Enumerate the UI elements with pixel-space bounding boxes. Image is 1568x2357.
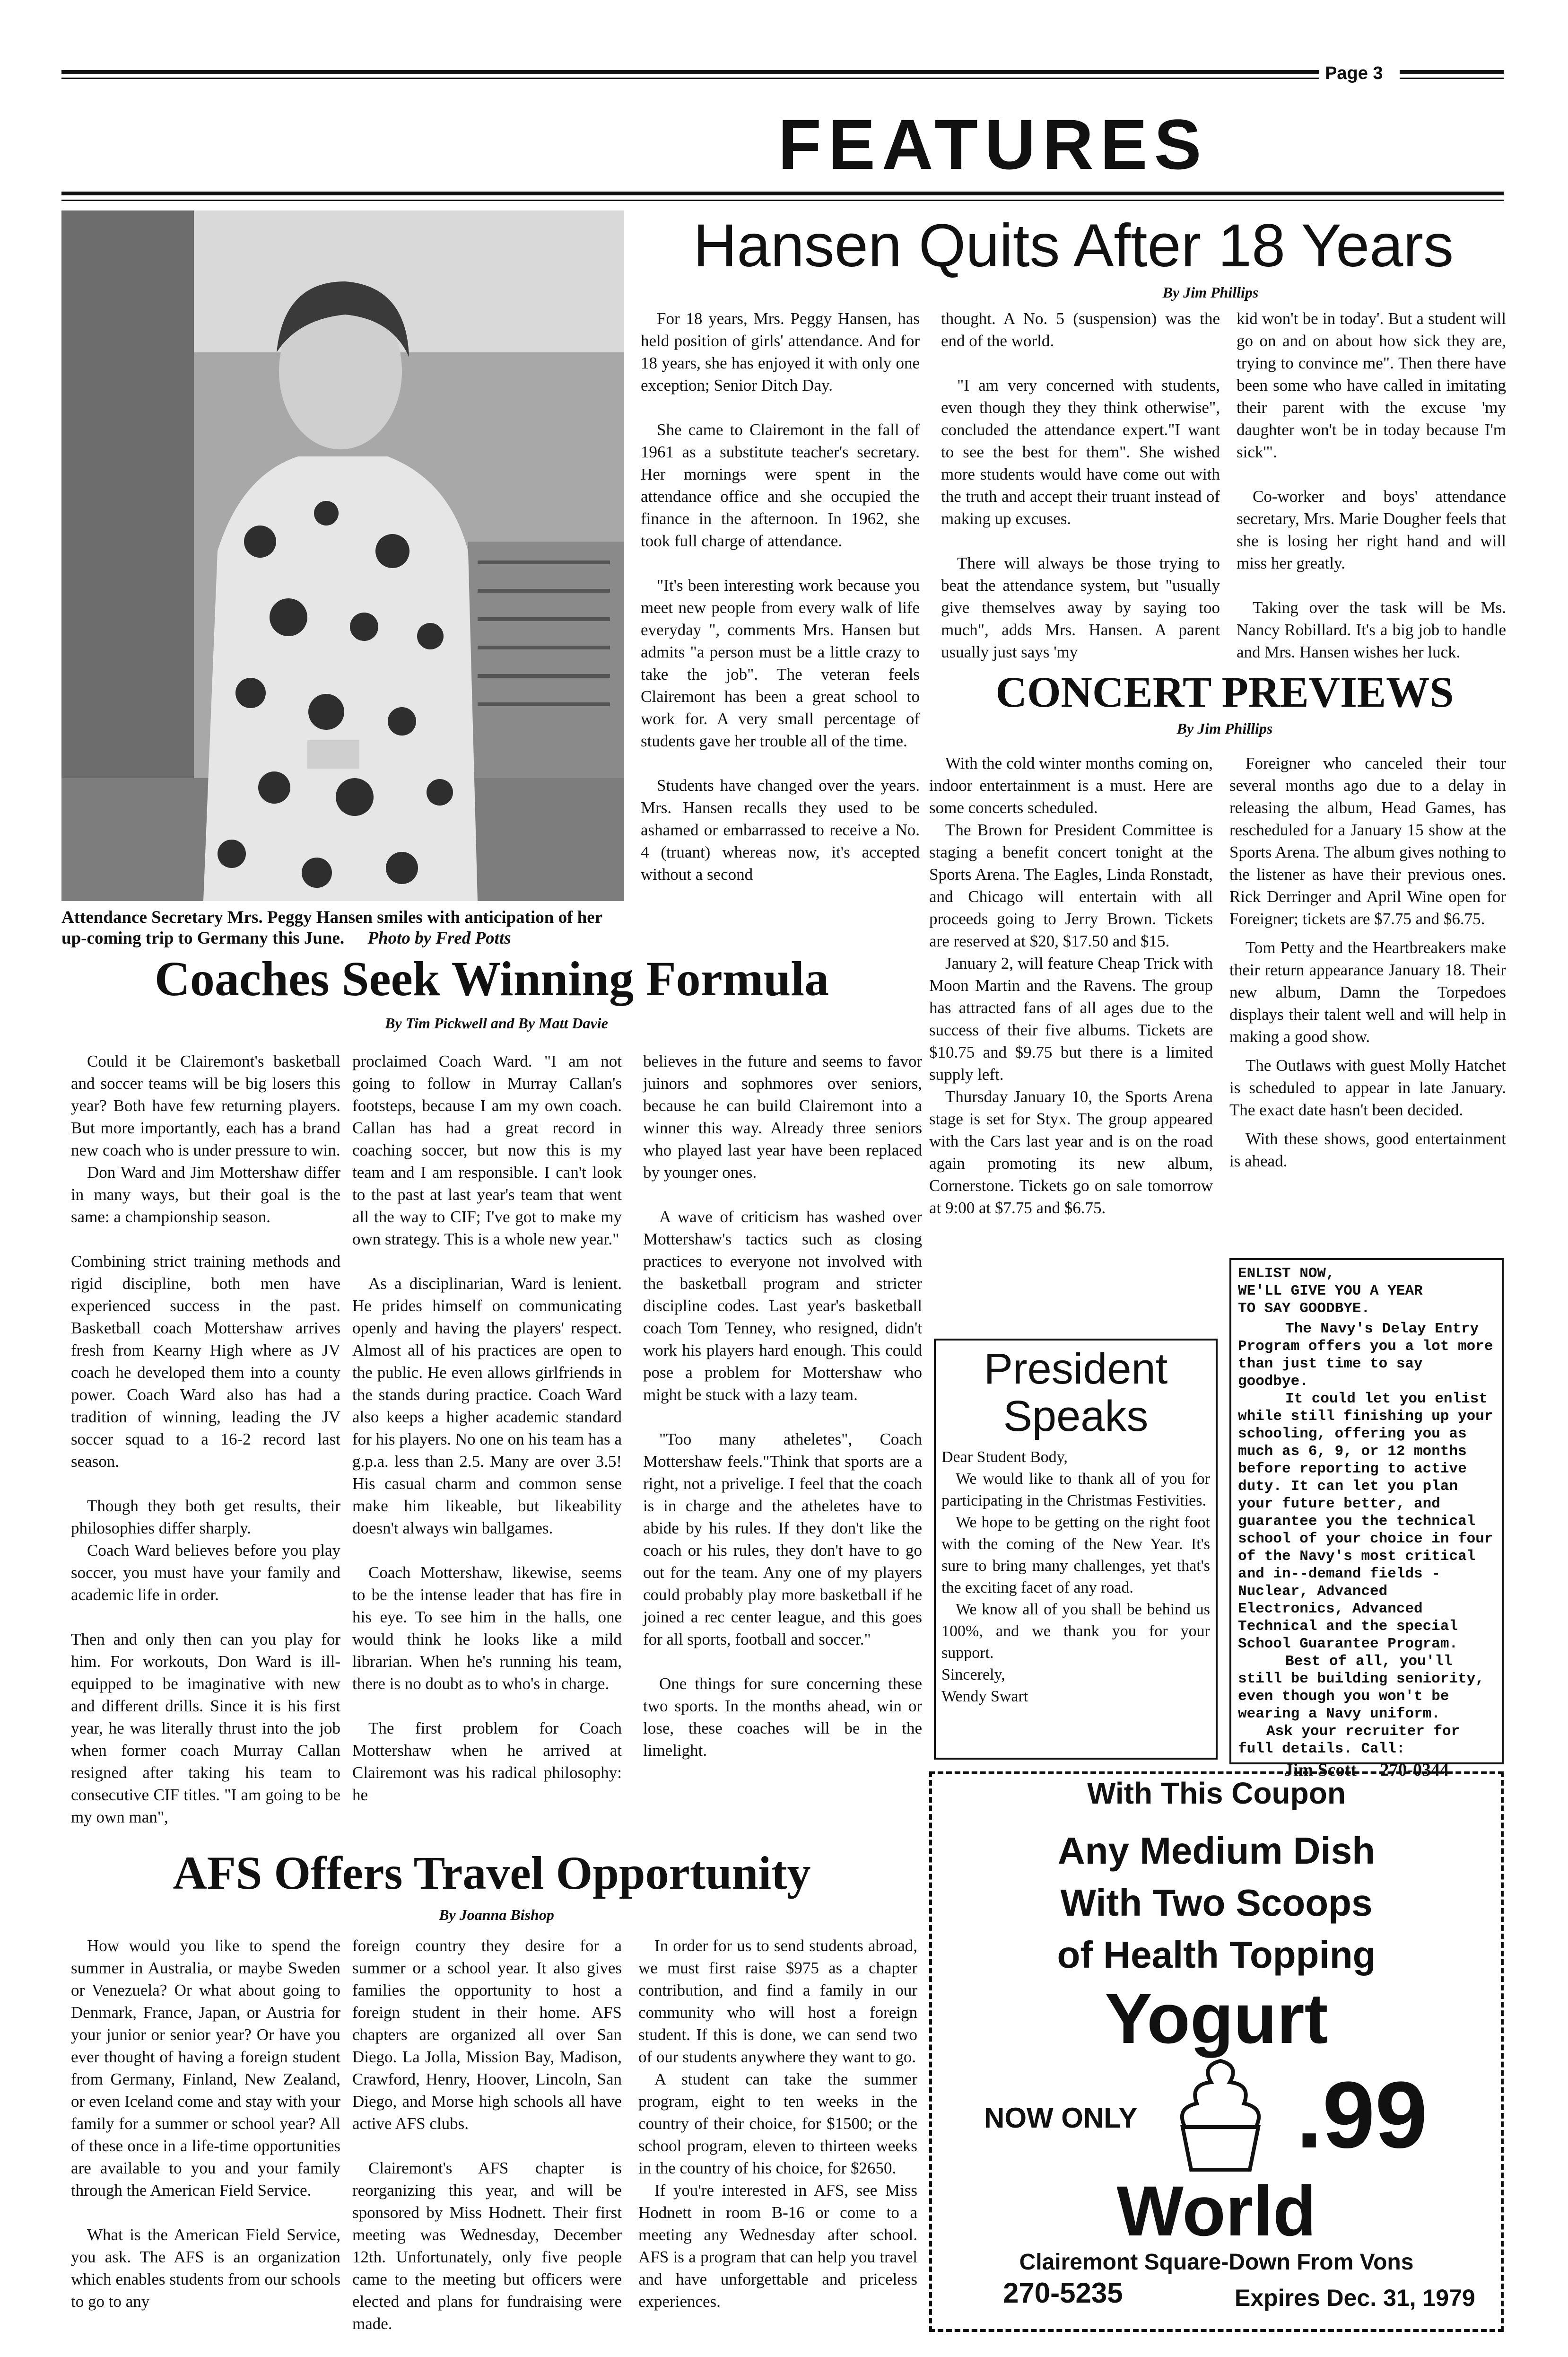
photo-caption <box>61 907 624 949</box>
section-title: FEATURES <box>778 105 1208 184</box>
president-box <box>934 1339 1218 1760</box>
top-rule-right <box>1400 70 1504 74</box>
paragraph: A student can take the summer program, eight to ten weeks in the country of their choice, for $1500; or the school program, eleven to thirteen weeks in the country of his choice, for $2650. <box>638 2070 917 2177</box>
afs-col-2 <box>352 1935 622 2357</box>
concert-byline: By Jim Phillips <box>1176 720 1273 737</box>
hansen-headline: Hansen Quits After 18 Years <box>693 212 1454 280</box>
paragraph: One things for sure concerning these two sports. In the months ahead, win or lose, these coaches will be in the limelight. <box>643 1674 922 1760</box>
president-paragraph: Sincerely, <box>941 1666 1005 1683</box>
coaches-byline: By Tim Pickwell and By Matt Davie <box>385 1015 608 1032</box>
yogurt-cup-icon <box>1168 2056 1272 2174</box>
navy-contact-phone: 270-0344 <box>1380 1760 1449 1780</box>
paragraph: In order for us to send students abroad, we must first raise $975 as a chapter contribution, and find a family in our community who will host a foreign student. If this is done, we can send two of our students anywhere they want to go. <box>638 1936 917 2066</box>
hansen-col-2 <box>941 307 1220 685</box>
coupon-line6: World <box>1116 2171 1316 2251</box>
coupon-line3: With Two Scoops <box>1060 1882 1373 1924</box>
coaches-col-2 <box>352 1050 622 1828</box>
paragraph: With these shows, good entertainment is ahead. <box>1229 1130 1506 1170</box>
paragraph: Foreigner who canceled their tour several months ago due to a delay in releasing the album, Head Games, has rescheduled for a January 15 show at the Sports Arena. The album gives nothing to the listener as have their previous ones. Rick Derringer and April Wine open for Foreigner; tickets are $7.75 and $6.75. <box>1229 754 1506 928</box>
yogurt-coupon <box>929 1771 1504 2332</box>
paragraph: For 18 years, Mrs. Peggy Hansen, has held position of girls' attendance. And for 18 years, she has enjoyed it with only one exception; Senior Ditch Day. <box>641 309 920 394</box>
paragraph: Clairemont's AFS chapter is reorganizing this year, and will be sponsored by Miss Hodnett. Their first meeting was Wednesday, December 12th. Unfortunately, only five people came to the meeting but officers were elected and plans for fundraising were made. <box>352 2159 622 2333</box>
coupon-now-only: NOW ONLY <box>984 2102 1138 2134</box>
coupon-line1: With This Coupon <box>1087 1776 1346 1810</box>
president-title-line1: President <box>984 1345 1168 1393</box>
page-number: Page 3 <box>1325 63 1383 83</box>
navy-body: Ask your recruiter for full details. Call: <box>1238 1723 1460 1757</box>
paragraph: She came to Clairemont in the fall of 1961 as a substitute teacher's secretary. Her mornings were spent in the attendance office and she occupied the finance in the afternoon. In 1962, she took full charge of attendance. <box>641 421 920 550</box>
navy-body: Best of all, you'll still be building seniority, even though you won't be wearing a Navy uniform. <box>1238 1653 1484 1722</box>
paragraph: thought. A No. 5 (suspension) was the end of the world. <box>941 309 1220 350</box>
navy-heading-line: TO SAY GOODBYE. <box>1238 1300 1370 1317</box>
banner-rule-1 <box>61 192 1504 195</box>
paragraph: Co-worker and boys' attendance secretary, Mrs. Marie Dougher feels that she is losing her right hand and will miss her greatly. <box>1237 487 1506 572</box>
coupon-phone: 270-5235 <box>1003 2277 1123 2309</box>
president-paragraph: We know all of you shall be behind us 100%, and we thank you for your support. <box>941 1601 1210 1662</box>
paragraph: kid won't be in today'. But a student will go on and on about how sick they are, trying to convince me". Then there have been some who have called in imitating their parent with the excuse 'my daughter won't be in today because I'm sick'". <box>1237 309 1506 461</box>
paragraph: "I am very concerned with students, even though they they think otherwise", concluded the attendance expert."I want to see the best for them". She wished more students would have come out with the truth and accept their truant instead of making up excuses. <box>941 376 1220 528</box>
paragraph: If you're interested in AFS, see Miss Hodnett in room B-16 or come to a meeting any Wednesday after school. AFS is a program that can help you travel and have unforgettable and priceless experiences. <box>638 2181 917 2311</box>
paragraph: There will always be those trying to beat the attendance system, but "usually give themselves away by saying too much", adds Mrs. Hansen. A parent usually just says 'my <box>941 554 1220 661</box>
paragraph: What is the American Field Service, you ask. The AFS is an organization which enables students from our schools to go to any <box>71 2226 340 2311</box>
paragraph: foreign country they desire for a summer or a school year. It also gives families the opportunity to host a foreign student in their home. AFS chapters are organized all over San Diego. La Jolla, Mission Bay, Madison, Crawford, Henry, Hoover, Lincoln, San Diego, and Morse high schools all have active AFS clubs. <box>352 1936 622 2133</box>
navy-heading-line: ENLIST NOW, <box>1238 1265 1335 1282</box>
hansen-col-3 <box>1237 307 1506 685</box>
photo-caption-text: Attendance Secretary Mrs. Peggy Hansen smiles with anticipation of her up-coming trip to Germany this June. <box>61 908 602 948</box>
paragraph: proclaimed Coach Ward. "I am not going to follow in Murray Callan's footsteps, because I am my own coach. Callan has had a great record in coaching soccer, but now this is my team and I am responsible. I can't look to the past at last year's team that went all the way to CIF; I've got to make my own strategy. This is a whole new year." <box>352 1052 622 1248</box>
paragraph: "It's been interesting work because you meet new people from every walk of life everyday ", comments Mrs. Hansen but admits "a person must be a little crazy to take the job". The veteran feels Clairemont has been a great school to work for. A very small percentage of students gave her trouble all of the time. <box>641 576 920 750</box>
hansen-photo-graphic <box>61 210 624 901</box>
coupon-price: .99 <box>1296 2062 1428 2168</box>
coupon-line5: Yogurt <box>1105 1979 1328 2058</box>
banner-rule-2 <box>61 200 1504 201</box>
concert-col-2 <box>1229 752 1506 1194</box>
president-paragraph: Dear Student Body, <box>941 1448 1068 1466</box>
hansen-col-1 <box>641 307 920 908</box>
top-rule-left <box>61 70 1319 74</box>
paragraph: Combining strict training methods and rigid discipline, both men have experienced success in the past. Basketball coach Mottershaw arrives fresh from Kearny High where as JV coach he developed them into a county power. Coach Ward also has had a tradition of winning, leading the JV soccer squad to a 16-2 record last season. <box>71 1252 340 1471</box>
afs-col-1 <box>71 1935 340 2335</box>
paragraph: The Outlaws with guest Molly Hatchet is scheduled to appear in late January. The exact date hasn't been decided. <box>1229 1056 1506 1119</box>
paragraph: With the cold winter months coming on, indoor entertainment is a must. Here are some concerts scheduled. <box>929 754 1213 817</box>
navy-body: The Navy's Delay Entry Program offers you a lot more than just time to say goodbye. <box>1238 1321 1493 1390</box>
paragraph: "Too many atheletes", Coach Mottershaw feels."Think that sports are a right, not a privelige. I feel that the coach is in charge and the atheletes have to abide by his rules. If they don't like the coach or his rules, they don't have to go out for the team. Any one of my players could probably play more basketball if he joined a rec center league, and this goes for all sports, football and soccer." <box>643 1430 922 1648</box>
paragraph: Thursday January 10, the Sports Arena stage is set for Styx. The group appeared with the Cars last year and is on the road again promoting its new album, Cornerstone. Tickets go on sale tomorrow at 9:00 at $7.75 and $6.75. <box>929 1087 1213 1217</box>
concert-headline: CONCERT PREVIEWS <box>995 668 1454 716</box>
paragraph: Could it be Clairemont's basketball and soccer teams will be big losers this year? Both have few returning players. But more importantly, each has a brand new coach who is under pressure to win. <box>71 1052 340 1159</box>
coaches-col-3 <box>643 1050 922 1784</box>
paragraph: Students have changed over the years. Mrs. Hansen recalls they used to be ashamed or embarrassed to receive a No. 4 (truant) whereas now, it's accepted without a second <box>641 776 920 884</box>
president-paragraph: We hope to be getting on the right foot with the coming of the New Year. It's sure to bring many challenges, yet that's the exciting facet of any road. <box>941 1514 1210 1596</box>
afs-headline: AFS Offers Travel Opportunity <box>173 1847 811 1899</box>
coupon-footer <box>932 2276 1501 2313</box>
navy-heading-line: WE'LL GIVE YOU A YEAR <box>1238 1283 1423 1299</box>
afs-col-3 <box>638 1935 917 2335</box>
coaches-headline: Coaches Seek Winning Formula <box>154 952 829 1006</box>
paragraph: Tom Petty and the Heartbreakers make their return appearance January 18. Their new album, Damn the Torpedoes displays their talent well and will help in making a good show. <box>1229 938 1506 1046</box>
coupon-expires: Expires Dec. 31, 1979 <box>1235 2285 1475 2311</box>
paragraph: Don Ward and Jim Mottershaw differ in many ways, but their goal is the same: a championship season. <box>71 1163 340 1226</box>
paragraph: A wave of criticism has washed over Mottershaw's tactics such as closing practices to everyone not involved with the basketball program and stricter discipline codes. Last year's basketball coach Tom Tenney, who resigned, didn't work his players hard enough. This could pose a problem for Mottershaw who might be stuck with a lazy team. <box>643 1208 922 1404</box>
paragraph: The Brown for President Committee is staging a benefit concert tonight at the Sports Arena. The Eagles, Linda Ronstadt, and Chicago will entertain with all proceeds going to Jerry Brown. Tickets are reserved at $20, $17.50 and $15. <box>929 821 1213 950</box>
paragraph: believes in the future and seems to favor juinors and sophmores over seniors, because he can build Clairemont into a winner this way. Already three seniors who played last year have been replaced by younger ones. <box>643 1052 922 1182</box>
paragraph: Coach Ward believes before you play soccer, you must have your family and academic life in order. <box>71 1541 340 1604</box>
coupon-price-row <box>932 2056 1501 2179</box>
paragraph: Coach Mottershaw, likewise, seems to be the intense leader that has fire in his eye. To see him in the halls, one would think he looks like a mild librarian. When he's running his team, there is no doubt as to who's in charge. <box>352 1563 622 1693</box>
paragraph: January 2, will feature Cheap Trick with Moon Martin and the Ravens. The group has attracted fans of all ages due to the success of their five albums. Tickets are $10.75 and $9.75 but there is a limited supply left. <box>929 954 1213 1084</box>
paragraph: How would you like to spend the summer in Australia, or maybe Sweden or Venezuela? Or what about going to Denmark, France, Japan, or Austria for your junior or senior year? Or have you ever thought of having a foreign student from Germany, Finland, New Zealand, or even Iceland come and stay with your family for a summer or school year? All of these once in a life-time opportunities are available to you and your family through the American Field Service. <box>71 1936 340 2199</box>
coupon-line4: of Health Topping <box>1057 1934 1376 1976</box>
paragraph: Then and only then can you play for him. For workouts, Don Ward is ill-equipped to be imaginative with new and different drills. Since it is his first year, he was literally thrust into the job when former coach Murray Callan resigned after taking his team to consecutive CIF titles. "I am going to be my own man", <box>71 1630 340 1826</box>
coupon-location: Clairemont Square-Down From Vons <box>1019 2250 1414 2275</box>
navy-contact-name: Jim Scott <box>1284 1760 1357 1780</box>
concert-col-1 <box>929 752 1213 1219</box>
navy-body: It could let you enlist while still finishing up your schooling, offering you as much as 6, 9, or 12 months before reporting to active duty. It can let you plan your future better, and guarantee you the technical school of your choice in four of the Navy's most critical and in--demand fields - Nuclear, Advanced Electronics, Advanced Technical and the special School Guarantee Program. <box>1238 1391 1493 1652</box>
president-title-line2: Speaks <box>1003 1392 1149 1440</box>
navy-ad <box>1229 1258 1504 1780</box>
paragraph: Though they both get results, their philosophies differ sharply. <box>71 1497 340 1537</box>
paragraph: Taking over the task will be Ms. Nancy Robillard. It's a big job to handle and Mrs. Hansen wishes her luck. <box>1237 598 1506 661</box>
paragraph: The first problem for Coach Mottershaw when he arrived at Clairemont was his radical philosophy: he <box>352 1719 622 1804</box>
top-rule-left-thin <box>61 78 1319 79</box>
top-rule-right-thin <box>1400 78 1504 79</box>
paragraph: As a disciplinarian, Ward is lenient. He prides himself on communicating openly and having the players' respect. Almost all of his practices are open to the public. He even allows girlfriends in the stands during practice. Coach Ward also keeps a higher academic standard for his players. No one on his team has a g.p.a. less than 2.5. Many are over 3.5! His casual charm and common sense make him likeable, but likeability doesn't always win ballgames. <box>352 1274 622 1537</box>
afs-byline: By Joanna Bishop <box>439 1906 554 1923</box>
photo-credit: Photo by Fred Potts <box>367 929 511 948</box>
hansen-byline: By Jim Phillips <box>1162 284 1259 301</box>
hansen-photo <box>61 210 624 901</box>
president-paragraph: Wendy Swart <box>941 1688 1028 1705</box>
coupon-line2: Any Medium Dish <box>1057 1830 1376 1872</box>
coaches-col-1 <box>71 1050 340 1850</box>
president-paragraph: We would like to thank all of you for participating in the Christmas Festivities. <box>941 1470 1210 1509</box>
